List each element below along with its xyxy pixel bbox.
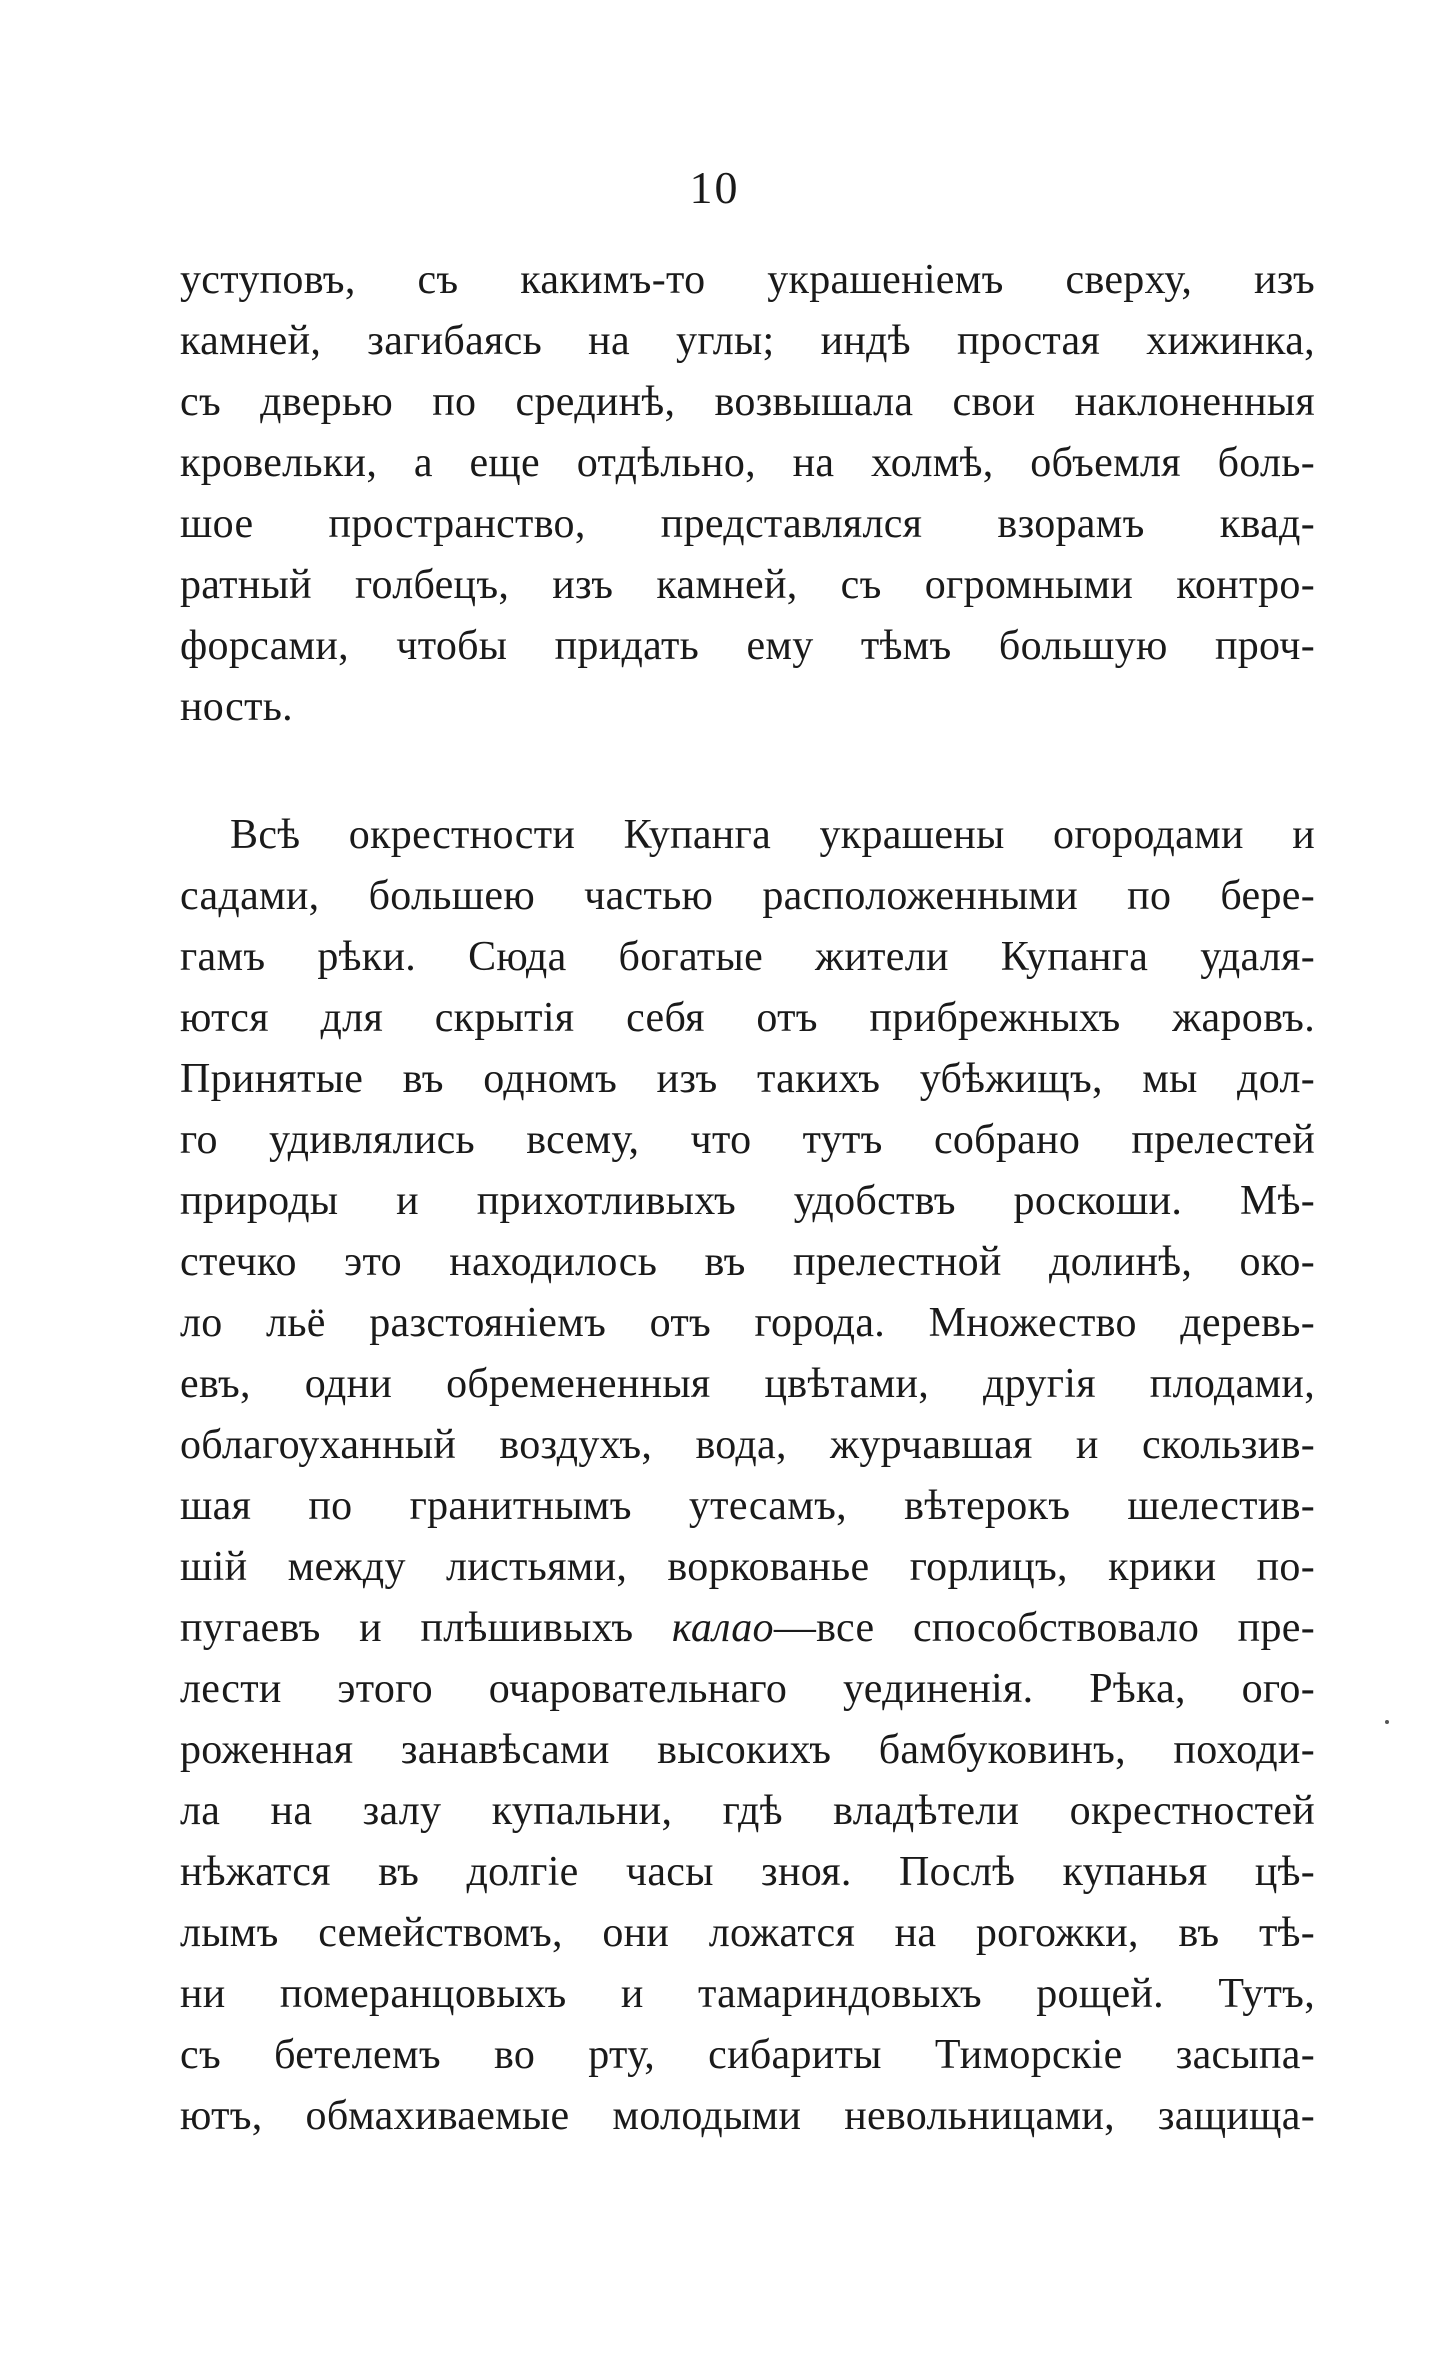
text-line: камней, загибаясь на углы; индѣ простая хижинка, — [180, 318, 1315, 364]
text-line: ло льё разстояніемъ отъ города. Множество деревь- — [180, 1300, 1315, 1346]
text-line: садами, большею частью расположенными по бере- — [180, 873, 1315, 919]
text-line: лести этого очаровательнаго уединенія. Рѣка, ого- — [180, 1666, 1315, 1712]
text-line: ютъ, обмахиваемые молодыми невольницами, защища- — [180, 2093, 1315, 2139]
text-line: кровельки, а еще отдѣльно, на холмѣ, объемля боль- — [180, 440, 1315, 486]
text-line: Принятые въ одномъ изъ такихъ убѣжищъ, мы дол- — [180, 1056, 1315, 1102]
text-line: съ бетелемъ во рту, сибариты Тиморскіе засыпа- — [180, 2032, 1315, 2078]
text-line: ла на залу купальни, гдѣ владѣтели окрестностей — [180, 1788, 1315, 1834]
text-line: шое пространство, представлялся взорамъ квад- — [180, 501, 1315, 547]
text-line: шая по гранитнымъ утесамъ, вѣтерокъ шелестив- — [180, 1483, 1315, 1529]
text-line: роженная занавѣсами высокихъ бамбуковинъ, походи- — [180, 1727, 1315, 1773]
text-line: ратный голбецъ, изъ камней, съ огромными контро- — [180, 562, 1315, 608]
text-segment: пугаевъ и плѣшивыхъ — [180, 1605, 634, 1651]
text-line: облагоуханный воздухъ, вода, журчавшая и скользив- — [180, 1422, 1315, 1468]
text-line: гамъ рѣки. Сюда богатые жители Купанга удаля- — [180, 934, 1315, 980]
paragraph-1 — [180, 250, 1315, 738]
margin-speck — [1385, 1720, 1389, 1724]
text-line: евъ, одни обремененныя цвѣтами, другія плодами, — [180, 1361, 1315, 1407]
text-line: съ дверью по срединѣ, возвышала свои наклоненныя — [180, 379, 1315, 425]
text-line-with-italic — [180, 1598, 1315, 1659]
text-line: Всѣ окрестности Купанга украшены огородами и — [230, 812, 1315, 858]
text-line: форсами, чтобы придать ему тѣмъ большую проч- — [180, 623, 1315, 669]
text-line: нѣжатся въ долгіе часы зноя. Послѣ купанья цѣ- — [180, 1849, 1315, 1895]
text-segment: —все способствовало пре- — [773, 1605, 1315, 1651]
text-line: лымъ семействомъ, они ложатся на рогожки, въ тѣ- — [180, 1910, 1315, 1956]
text-line: ются для скрытія себя отъ прибрежныхъ жаровъ. — [180, 995, 1315, 1041]
paragraph-2 — [180, 805, 1315, 2147]
text-line: го удивлялись всему, что тутъ собрано прелестей — [180, 1117, 1315, 1163]
italic-word: калао — [671, 1605, 774, 1651]
text-line: уступовъ, съ какимъ-то украшеніемъ сверху, изъ — [180, 257, 1315, 303]
text-line: ность. — [180, 684, 293, 730]
page-number: 10 — [689, 162, 740, 213]
text-line: природы и прихотливыхъ удобствъ роскоши. Мѣ- — [180, 1178, 1315, 1224]
text-line: шій между листьями, воркованье горлицъ, крики по- — [180, 1544, 1315, 1590]
text-line: стечко это находилось въ прелестной долинѣ, око- — [180, 1239, 1315, 1285]
text-line: ни померанцовыхъ и тамариндовыхъ рощей. Тутъ, — [180, 1971, 1315, 2017]
